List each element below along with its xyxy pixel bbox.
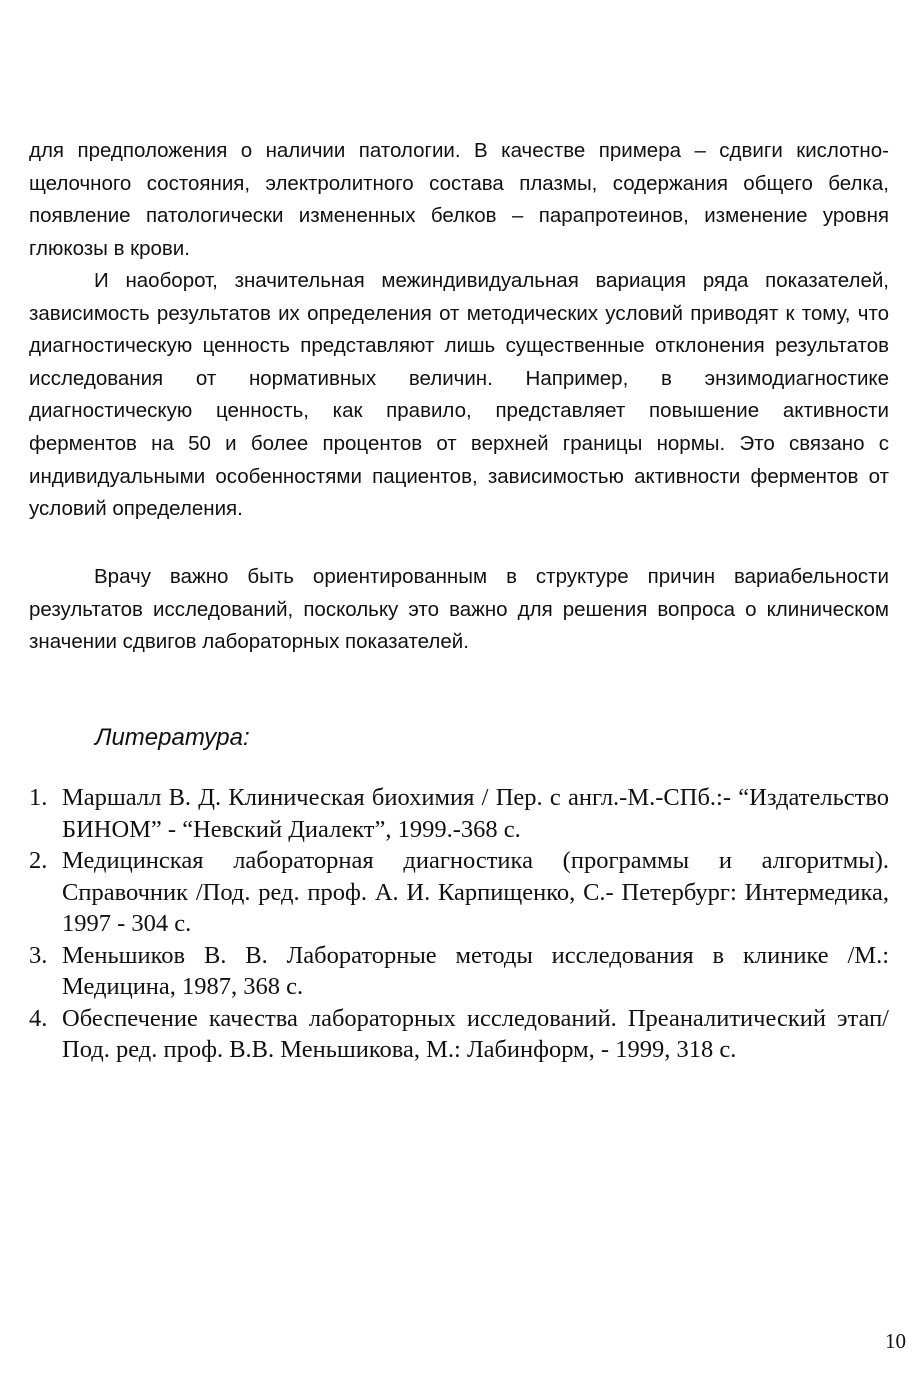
page-number: 10 [885, 1329, 906, 1353]
paragraph-interindividual-variation: И наоборот, значительная межиндивидуальная вариация ряда показателей, зависимость результатов их определения от методических условий приводят к тому, что диагностическую ценность представляют лишь существенные отклонения результатов исследования от нормативных величин. Например, в энзимодиагностике диагностическую ценность, как правило, представляет повышение активности ферментов на 50 и более процентов от верхней границы нормы. Это связано с индивидуальными особенностями пациентов, зависимостью активности ферментов от условий определения. [29, 269, 889, 521]
reference-text: Медицинская лабораторная диагностика (программы и алгоритмы). Справочник /Под. ред. проф. А. И. Карпищенко, С.- Петербург: Интермедика, 1997 - 304 с. [62, 847, 889, 937]
paragraph-variability-causes: Врачу важно быть ориентированным в структуре причин вариабельности результатов исследований, поскольку это важно для решения вопроса о клиническом значении сдвигов лабораторных показателей. [29, 565, 889, 654]
reference-number: 4. [29, 1004, 48, 1032]
reference-number: 3. [29, 941, 48, 969]
reference-text: Меньшиков В. В. Лабораторные методы исследования в клинике /М.: Медицина, 1987, 368 с. [62, 941, 889, 1000]
reference-number: 1. [29, 784, 48, 811]
reference-item [29, 845, 889, 940]
reference-text: Маршалл В. Д. Клиническая биохимия / Пер. с англ.-М.-СПб.:- “Издательство БИНОМ” - “Невский Диалект”, 1999.-368 с. [62, 784, 889, 843]
reference-item [29, 940, 889, 1003]
reference-text: Обеспечение качества лабораторных исследований. Преаналитический этап/Под. ред. проф. В.В. Меньшикова, М.: Лабинформ, - 1999, 318 с. [62, 1004, 889, 1063]
reference-item [29, 1003, 889, 1066]
reference-list [29, 782, 889, 1066]
literature-heading: Литература: [95, 724, 250, 751]
reference-number: 2. [29, 847, 48, 874]
reference-item [29, 782, 889, 845]
paragraph-pathology-examples: для предположения о наличии патологии. В качестве примера – сдвиги кислотно-щелочного состояния, электролитного состава плазмы, содержания общего белка, появление патологически измененных белков – парапротеинов, изменение уровня глюкозы в крови. [29, 139, 889, 260]
